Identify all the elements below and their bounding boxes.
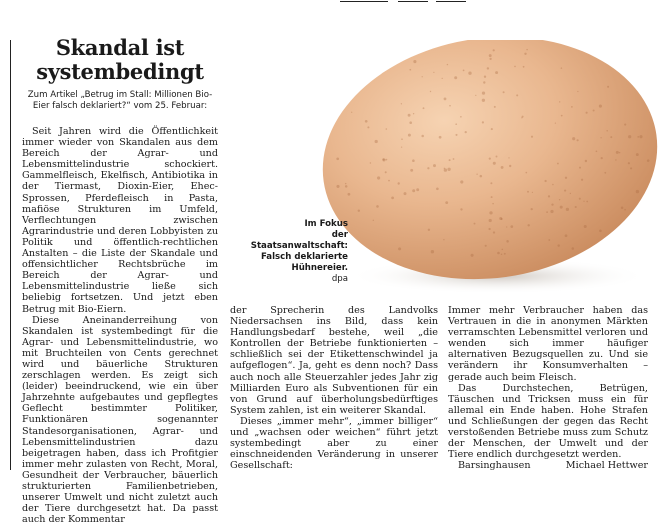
article-reference: Zum Artikel „Betrug im Stall: Millionen Bio-Eier falsch deklariert?“ vom 25. Februar:: [27, 90, 213, 111]
caption-line: Hühnereier.: [291, 263, 348, 273]
signature-name: Michael Hettwer: [565, 460, 648, 472]
caption-line: Falsch deklarierte: [260, 252, 348, 262]
headline: [22, 36, 218, 84]
headline-line-1: Skandal ist: [55, 35, 185, 60]
signature: [448, 460, 648, 471]
caption-line: der Staatsanwaltschaft:: [250, 230, 348, 251]
paragraph: Seit Jahren wird die Öffentlichkeit immer wieder von Skandalen aus dem Bereich der Agrar- und Lebensmittelindustrie schockiert. Gammelfleisch, Ekelfisch, Antibiotika in der Tiermast, Dioxin-Eier, Ehec-Sprossen, Pferdefleisch in Pasta, mafiöse Strukturen im Umfeld, Verflechtungen zwischen Agrarindustrie und deren Lobbyisten zu Politik und öffentlich-rechtlichen Anstalten – die Liste der Skandale und offensichtlicher Rechtsbrüche im Bereich der Agrar- und Lebensmittelindustrie ließe sich beliebig fortsetzen. Und jetzt eben Betrug mit Bio-Eiern.: [22, 126, 218, 315]
letter-column-1: [22, 36, 218, 525]
caption-line: Im Fokus: [304, 219, 348, 229]
column-divider: [10, 40, 11, 470]
body-text-col1: [22, 126, 218, 525]
photo-caption: [236, 219, 348, 285]
headline-line-2: systembedingt: [36, 59, 204, 84]
egg-shape: [307, 40, 658, 298]
letter-column-2: [230, 305, 438, 471]
photo-credit: dpa: [331, 274, 348, 284]
top-rule: [0, 0, 658, 4]
signature-place: Barsinghausen: [458, 460, 531, 472]
paragraph: der Sprecherin des Landvolks Niedersachsen ins Bild, dass kein Handlungsbedarf bestehe, weil „die Kontrollen der Betriebe funktionierten – schließlich sei der Etikettenschwindel ja aufgeflogen“. Ja, geht es denn noch? Dass auch noch alle Steuerzahler jedes Jahr zig Milliarden Euro als Subventionen für ein von Grund auf überholungsbedürftiges System zahlen, ist ein weiterer Skandal.: [230, 305, 438, 416]
paragraph: Dieses „immer mehr“, „immer billiger“ und „wachsen oder weichen“ führt jetzt systembedingt aber zu einer einschneidenden Veränderung in unserer Gesellschaft:: [230, 415, 438, 472]
paragraph: Diese Aneinanderreihung von Skandalen ist systembedingt für die Agrar- und Lebensmittelindustrie, wo mit Bruchteilen von Cents gerechnet wird und bäuerliche Strukturen zerschlagen werden. Es zeigt sich (leider) beeindruckend, wie ein über Jahrzehnte aufgebautes und gepflegtes Geflecht bestimmter Politiker, Funktionären sogenannter Standesorganisationen, Agrar- und Lebensmittelindustrien dazu beigetragen haben, dass ich Profitgier immer mehr zulasten von Recht, Moral, Gesundheit der Verbraucher, bäuerlich strukturierten Familienbetrieben, unserer Umwelt und nicht zuletzt auch der Tiere durchgesetzt hat. Da passt auch der Kommentar: [22, 314, 218, 525]
paragraph: Das Durchstechen, Betrügen, Täuschen und Tricksen muss ein für allemal ein Ende haben. Hohe Strafen und Schließungen der gegen das Recht verstoßenden Betriebe muss zum Schutz der Menschen, der Umwelt und der Tiere endlich durchgesetzt werden.: [448, 382, 648, 461]
paragraph: Immer mehr Verbraucher haben das Vertrauen in die in anonymen Märkten verramschten Lebensmittel verloren und wenden sich immer häufiger alternativen Bezugsquellen zu. Und sie verändern ihr Konsumverhalten – gerade auch beim Fleisch.: [448, 305, 648, 383]
letter-column-3: [448, 305, 648, 471]
